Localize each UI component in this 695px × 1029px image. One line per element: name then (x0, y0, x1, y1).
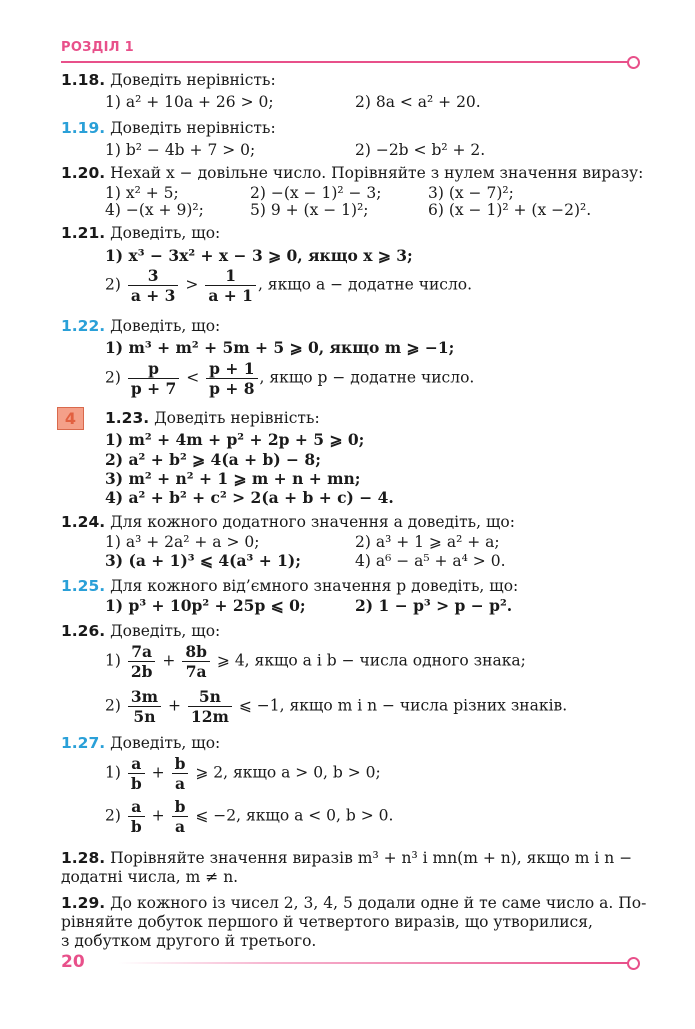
fraction (172, 797, 189, 836)
operator: + (151, 806, 165, 825)
item-1-18-2: 2) 8a < a² + 20. (355, 93, 481, 111)
item-1-20-1: 1) x² + 5; (105, 184, 179, 202)
problem-number: 1.21. (61, 224, 106, 242)
item-1-27-1 (105, 754, 381, 793)
problem-text: Порівняйте значення виразів m³ + n³ і mn(m + n), якщо m і n − (110, 849, 633, 867)
numerator: b (172, 797, 189, 817)
fraction (128, 687, 161, 726)
denominator: 5n (133, 707, 156, 726)
problem-1-25 (61, 576, 518, 596)
problem-text: Доведіть, що: (110, 224, 221, 242)
numerator: a (128, 797, 145, 817)
item-1-20-6: 6) (x − 1)² + (x −2)². (428, 201, 592, 219)
problem-text: Нехай x − довільне число. Порівняйте з нулем значення виразу: (110, 164, 644, 182)
item-1-21-1: 1) x³ − 3x² + x − 3 ⩾ 0, якщо x ⩾ 3; (105, 246, 413, 265)
fraction (188, 687, 232, 726)
problem-number: 1.20. (61, 164, 106, 182)
item-1-20-2: 2) −(x − 1)² − 3; (250, 184, 382, 202)
item-1-20-5: 5) 9 + (x − 1)²; (250, 201, 369, 219)
denominator: a + 3 (130, 286, 176, 305)
section-title: РОЗДІЛ 1 (61, 40, 134, 55)
numerator: a (128, 754, 145, 774)
item-1-22-1: 1) m³ + m² + 5m + 5 ⩾ 0, якщо m ⩾ −1; (105, 338, 455, 357)
problem-text: Доведіть, що: (110, 317, 221, 335)
problem-1-24 (61, 512, 515, 532)
problem-1-22 (61, 316, 220, 336)
problem-number: 1.18. (61, 71, 106, 89)
problem-text-continued: з добутком другого й третього. (61, 932, 317, 950)
page-number: 20 (61, 952, 85, 972)
fraction (206, 359, 257, 398)
item-label: 1) (105, 651, 121, 670)
operator: + (162, 651, 176, 670)
item-label: 1) (105, 763, 121, 782)
item-1-23-1: 1) m² + 4m + p² + 2p + 5 ⩾ 0; (105, 430, 365, 449)
denominator: p + 8 (209, 379, 255, 398)
item-1-20-4: 4) −(x + 9)²; (105, 201, 204, 219)
problem-1-18 (61, 70, 276, 90)
condition-text: , якщо a − додатне число. (257, 275, 473, 294)
item-1-19-2: 2) −2b < b² + 2. (355, 141, 486, 159)
problem-number: 1.23. (105, 409, 150, 427)
problem-number: 1.24. (61, 513, 106, 531)
operator: + (167, 696, 181, 715)
header-rule (61, 61, 629, 63)
numerator: 7a (128, 642, 156, 662)
numerator: 3 (128, 266, 179, 286)
problem-number: 1.28. (61, 849, 106, 867)
problem-number: 1.22. (61, 317, 106, 335)
fraction (205, 266, 256, 305)
problem-text: До кожного із чисел 2, 3, 4, 5 додали одне й те саме число a. По- (110, 894, 647, 912)
fraction (128, 642, 156, 681)
problem-text: Для кожного додатного значення a доведіть, що: (110, 513, 515, 531)
condition-text: ⩽ −1, якщо m і n − числа різних знаків. (233, 696, 568, 715)
denominator: b (130, 817, 142, 836)
numerator: 1 (205, 266, 256, 286)
fraction (128, 266, 179, 305)
denominator: a + 1 (208, 286, 253, 305)
condition-text: ⩽ −2, якщо a < 0, b > 0. (190, 806, 394, 825)
item-label: 2) (105, 368, 121, 387)
numerator: 8b (182, 642, 210, 662)
problem-1-26 (61, 621, 220, 641)
item-text: 3) (a + 1)³ ⩽ 4(a³ + 1); (105, 551, 301, 570)
item-label: 2) (105, 806, 121, 825)
item-1-23-4: 4) a² + b² + c² > 2(a + b + c) − 4. (105, 488, 394, 507)
condition-text: ⩾ 4, якщо a і b − числа одного знака; (211, 651, 526, 670)
operator: + (151, 763, 165, 782)
item-1-26-1 (105, 642, 526, 681)
problem-1-27 (61, 733, 220, 753)
problem-text: Доведіть, що: (110, 734, 221, 752)
problem-text: Для кожного від’ємного значення p доведіть, що: (110, 577, 519, 595)
header-rule-end-circle (627, 56, 640, 69)
denominator: a (174, 774, 186, 793)
problem-1-23 (105, 408, 320, 428)
problem-1-28 (61, 848, 632, 868)
item-1-24-3 (105, 551, 301, 571)
fraction (128, 359, 179, 398)
problem-1-19 (61, 118, 276, 138)
condition-text: , якщо p − додатне число. (259, 368, 475, 387)
fraction (128, 754, 145, 793)
condition-text: ⩾ 2, якщо a > 0, b > 0; (190, 763, 381, 782)
numerator: p + 1 (206, 359, 257, 379)
operator: < (186, 368, 200, 387)
footer-rule-end-circle (627, 957, 640, 970)
problem-text-continued: додатні числа, m ≠ n. (61, 868, 239, 886)
problem-1-29 (61, 893, 646, 913)
item-1-25-1: 1) p³ + 10p² + 25p ⩽ 0; (105, 596, 306, 615)
item-1-27-2 (105, 797, 393, 836)
problem-1-20 (61, 163, 643, 183)
item-1-22-2 (105, 359, 474, 398)
problem-text: Доведіть нерівність: (110, 71, 276, 89)
fraction (182, 642, 210, 681)
numerator: b (172, 754, 189, 774)
item-1-25-2: 2) 1 − p³ > p − p². (355, 596, 513, 615)
item-1-20-3: 3) (x − 7)²; (428, 184, 514, 202)
denominator: b (130, 774, 142, 793)
item-1-18-1: 1) a² + 10a + 26 > 0; (105, 93, 274, 111)
problem-number: 1.29. (61, 894, 106, 912)
denominator: 7a (185, 662, 207, 681)
problem-number: 1.19. (61, 119, 106, 137)
item-1-24-2: 2) a³ + 1 ⩾ a² + a; (355, 533, 500, 551)
problem-text: Доведіть, що: (110, 622, 221, 640)
numerator: p (128, 359, 179, 379)
item-1-24-4: 4) a⁶ − a⁵ + a⁴ > 0. (355, 552, 506, 570)
item-1-19-1: 1) b² − 4b + 7 > 0; (105, 141, 256, 159)
problem-number: 1.25. (61, 577, 106, 595)
problem-text: Доведіть нерівність: (110, 119, 276, 137)
denominator: 2b (130, 662, 153, 681)
problem-text-continued: рівняйте добуток першого й четвертого виразів, що утворилися, (61, 913, 593, 931)
footer-rule (118, 962, 629, 964)
denominator: a (174, 817, 186, 836)
numerator: 3m (128, 687, 161, 707)
problem-number: 1.26. (61, 622, 106, 640)
fraction (172, 754, 189, 793)
item-1-23-2: 2) a² + b² ⩾ 4(a + b) − 8; (105, 450, 321, 469)
item-label: 2) (105, 275, 121, 294)
difficulty-level-badge: 4 (57, 407, 84, 430)
item-1-24-1: 1) a³ + 2a² + a > 0; (105, 533, 260, 551)
item-1-23-3: 3) m² + n² + 1 ⩾ m + n + mn; (105, 469, 361, 488)
problem-number: 1.27. (61, 734, 106, 752)
problem-text: Доведіть нерівність: (154, 409, 320, 427)
denominator: 12m (190, 707, 229, 726)
item-1-21-2 (105, 266, 472, 305)
item-label: 2) (105, 696, 121, 715)
operator: > (185, 275, 199, 294)
problem-1-21 (61, 223, 220, 243)
fraction (128, 797, 145, 836)
denominator: p + 7 (130, 379, 177, 398)
item-1-26-2 (105, 687, 567, 726)
numerator: 5n (188, 687, 232, 707)
